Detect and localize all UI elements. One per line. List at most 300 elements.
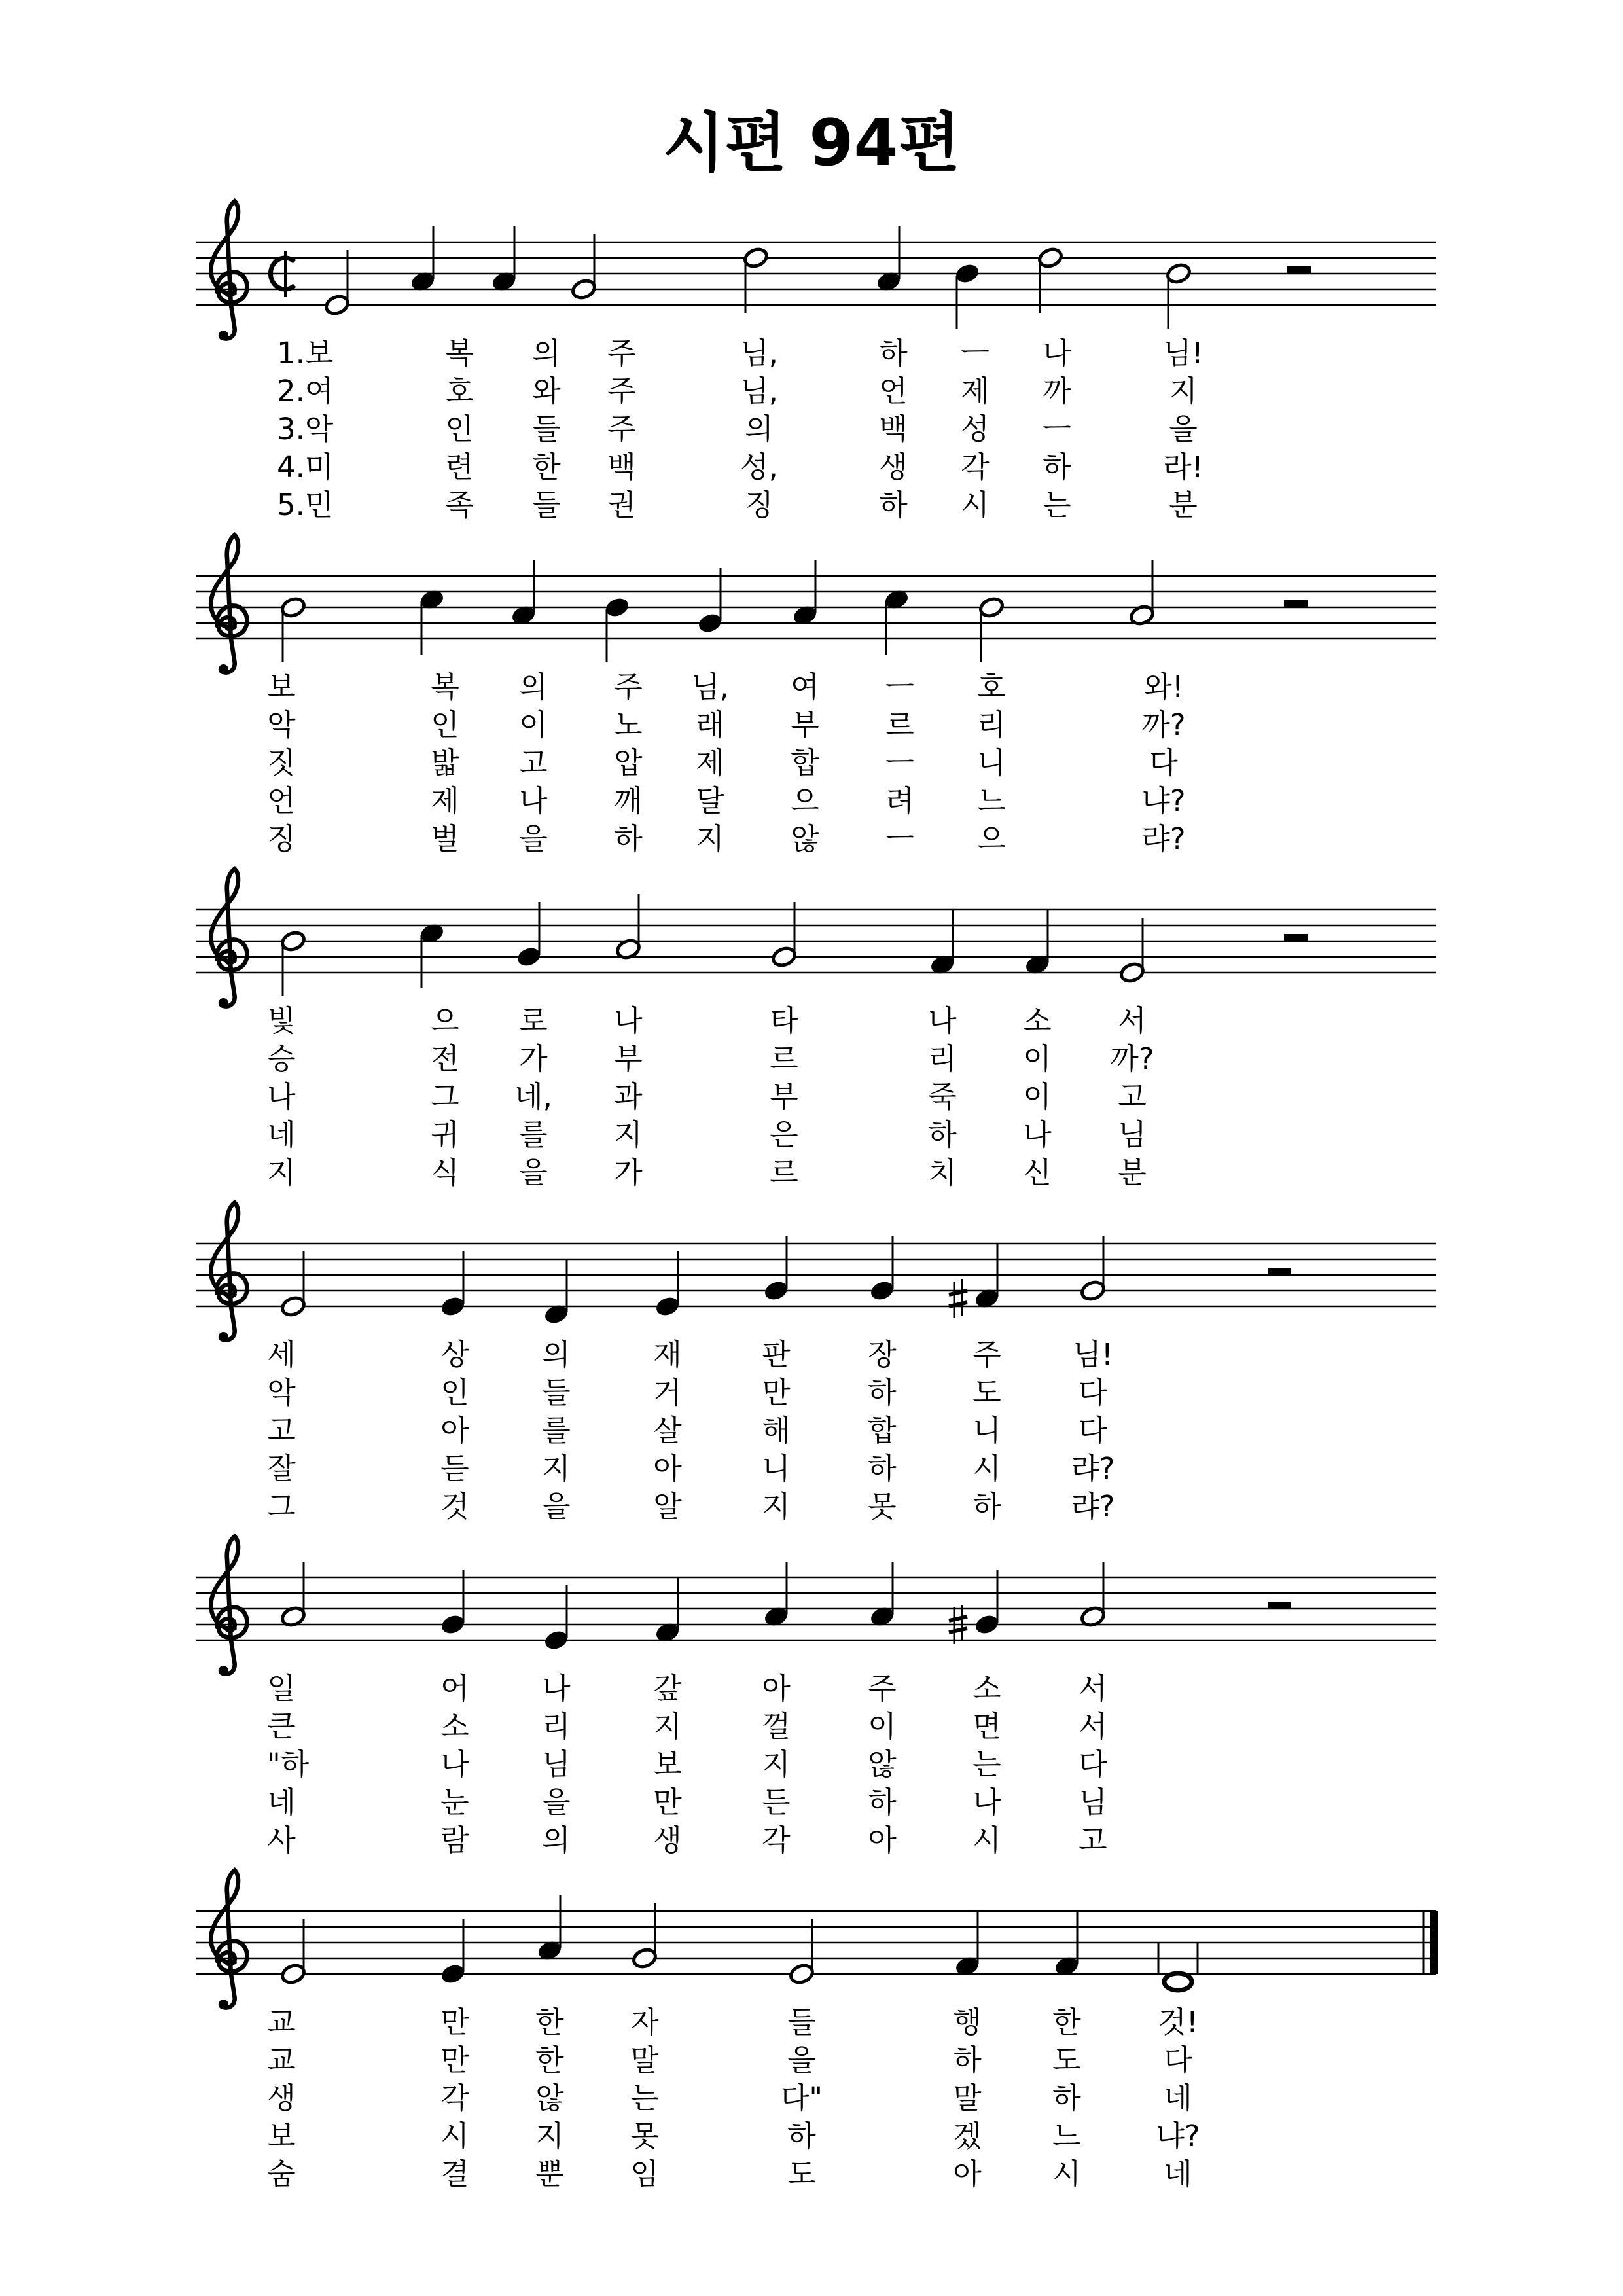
lyric-syllable: 4.미 [277,450,334,484]
lyric-syllable: 르 [770,1155,798,1190]
lyric-syllable: 주 [614,670,643,704]
lyric-syllable: 지 [696,821,724,856]
lyric-syllable: 성 [961,412,990,446]
lyric-syllable: 치 [928,1155,957,1190]
staff-system [0,1185,1623,1316]
lyric-syllable: 지 [653,1709,682,1744]
lyric-syllable: "하 [267,1747,310,1782]
quarter-note [974,1570,1001,1636]
lyric-syllable: 여 [791,670,819,704]
lyric-syllable: ㅡ [885,821,914,856]
lyric-syllable: 장 [868,1337,897,1372]
lyric-syllable: 님 [542,1747,571,1782]
lyric-syllable: 련 [445,450,474,484]
lyric-syllable: 만 [440,2043,469,2077]
lyric-syllable: 일 [267,1671,296,1706]
lyric-syllable: 그 [267,1489,296,1524]
lyric-syllable: 는 [630,2081,659,2115]
lyric-syllable: 전 [431,1041,459,1076]
lyric-syllable: 악 [267,708,296,742]
lyric-syllable: 는 [1043,488,1071,522]
lyric-syllable: 하 [787,2119,816,2153]
lyric-syllable: 5.민 [277,488,334,522]
quarter-note [763,1562,790,1628]
lyric-syllable: 시 [440,2119,469,2153]
lyric-syllable: 네 [1164,2081,1192,2115]
half-note [771,902,798,968]
lyric-syllable: 않 [535,2081,564,2115]
lyric-syllable: 하 [879,336,908,370]
lyric-syllable: 각 [440,2081,469,2115]
quarter-note [869,1236,896,1302]
lyric-syllable: 교 [267,2005,296,2039]
lyric-syllable: 님 [1079,1785,1107,1820]
lyric-syllable: 살 [653,1413,682,1448]
lyric-syllable: 제 [431,783,459,818]
lyric-syllable: 느 [1052,2119,1081,2153]
lyric-syllable: 들 [532,488,561,522]
lyric-syllable: 랴? [1071,1451,1115,1486]
lyric-syllable: 보 [267,2119,296,2153]
lyric-syllable: ㅡ [1043,412,1071,446]
lyric-syllable: 듣 [440,1451,469,1486]
lyric-syllable: 시 [961,488,990,522]
quarter-note [419,922,446,988]
lyric-syllable: 호 [977,670,1006,704]
lyric-syllable: 짓 [267,745,296,780]
lyric-syllable: 까? [1110,1041,1154,1076]
quarter-note [491,226,518,293]
lyric-syllable: 가 [519,1041,548,1076]
lyric-syllable: 지 [267,1155,296,1190]
lyric-syllable: 언 [879,374,908,408]
lyric-syllable: 르 [885,708,914,742]
lyric-syllable: 만 [653,1785,682,1820]
lyric-syllable: 으 [431,1003,459,1038]
lyric-syllable: 아 [953,2157,982,2191]
lyric-syllable: 리 [928,1041,957,1076]
lyric-syllable: 각 [961,450,990,484]
lyrics-block [0,669,1623,865]
half-note [571,234,597,300]
lyric-syllable: 못 [868,1489,897,1524]
lyric-syllable: 냐? [1156,2119,1200,2153]
half-note [1080,1562,1107,1628]
lyric-syllable: 님! [1163,336,1204,370]
lyric-syllable: 랴? [1071,1489,1115,1524]
treble-clef-icon [211,201,247,340]
lyric-syllable: 인 [445,412,474,446]
lyric-syllable: 든 [762,1785,791,1820]
half-note [978,596,1005,662]
lyric-syllable: 소 [1023,1003,1052,1038]
lyric-syllable: 이 [519,708,548,742]
lyric-syllable: 려 [885,783,914,818]
lyric-syllable: 생 [653,1823,682,1857]
lyric-syllable: 아 [868,1823,897,1857]
quarter-note [440,1570,467,1636]
lyric-syllable: 달 [696,783,724,818]
lyric-syllable: 상 [440,1337,469,1372]
lyric-syllable: 분 [1169,488,1198,522]
quarter-note [543,1259,570,1325]
half-note [280,1251,307,1318]
quarter-note [543,1585,570,1651]
lyric-syllable: 호 [445,374,474,408]
lyric-syllable: 지 [762,1489,791,1524]
lyric-syllable: 백 [607,450,636,484]
lyric-syllable: 제 [696,745,724,780]
staff-system [0,183,1623,314]
lyric-syllable: 시 [972,1451,1001,1486]
lyric-syllable: 네 [267,1117,296,1152]
lyric-syllable: 이 [868,1709,897,1744]
half-note [743,247,770,313]
lyric-syllable: 부 [791,708,819,742]
lyric-syllable: 큰 [267,1709,296,1744]
lyric-syllable: 신 [1023,1155,1052,1190]
lyric-syllable: 주 [607,336,636,370]
treble-clef-icon [211,535,247,674]
lyric-syllable: 는 [972,1747,1001,1782]
lyric-syllable: 겠 [953,2119,982,2153]
lyric-syllable: 임 [630,2157,659,2191]
treble-clef-icon [211,1202,247,1342]
lyric-syllable: 백 [879,412,908,446]
lyric-syllable: 들 [532,412,561,446]
lyric-syllable: 나 [928,1003,957,1038]
lyric-syllable: 하 [614,821,643,856]
lyric-syllable: 느 [977,783,1006,818]
lyric-syllable: 하 [953,2043,982,2077]
half-note [1166,262,1192,329]
lyric-syllable: 말 [630,2043,659,2077]
lyric-syllable: 리 [977,708,1006,742]
lyric-syllable: 의 [542,1337,571,1372]
lyric-syllable: 나 [267,1079,296,1114]
lyric-syllable: 하 [928,1117,957,1152]
half-note [1119,918,1146,984]
staff-system [0,851,1623,982]
lyric-syllable: 와 [532,374,561,408]
lyric-syllable: 이 [1023,1041,1052,1076]
lyric-syllable: 잘 [267,1451,296,1486]
lyric-syllable: 타 [770,1003,798,1038]
lyric-syllable: 족 [445,488,474,522]
half-note [1037,247,1064,313]
lyric-syllable: 니 [972,1413,1001,1448]
lyric-syllable: 니 [762,1451,791,1486]
lyric-syllable: 래 [696,708,724,742]
lyric-syllable: 말 [953,2081,982,2115]
half-note [1080,1236,1107,1302]
lyric-syllable: 다 [1149,745,1178,780]
lyric-syllable: 서 [1079,1671,1107,1706]
lyric-syllable: 네 [267,1785,296,1820]
lyric-syllable: 것! [1158,2005,1198,2039]
lyric-syllable: 로 [519,1003,548,1038]
lyric-syllable: 의 [542,1823,571,1857]
half-note [324,250,351,316]
lyric-syllable: 님! [1073,1337,1113,1372]
half-note [632,1903,658,1969]
lyric-syllable: 알 [653,1489,682,1524]
half-note [280,1562,307,1628]
lyric-syllable: 도 [1052,2043,1081,2077]
lyrics-block [0,1670,1623,1867]
lyric-syllable: 를 [542,1413,571,1448]
lyric-syllable: 다 [1164,2043,1192,2077]
lyric-syllable: 보 [267,670,296,704]
lyric-syllable: 자 [630,2005,659,2039]
lyric-syllable: 니 [977,745,1006,780]
lyric-syllable: 다" [780,2081,823,2115]
lyric-syllable: 귀 [431,1117,459,1152]
quarter-note [440,1251,467,1318]
lyric-syllable: 못 [630,2119,659,2153]
half-note [1129,560,1156,626]
lyric-syllable: 들 [542,1375,571,1410]
lyric-syllable: 을 [787,2043,816,2077]
quarter-note [440,1919,467,1985]
lyric-syllable: 벌 [431,821,459,856]
sharp-icon [949,1279,967,1318]
lyric-syllable: 한 [1052,2005,1081,2039]
lyric-syllable: 나 [1043,336,1071,370]
lyric-syllable: 나 [972,1785,1001,1820]
lyric-syllable: ㅡ [961,336,990,370]
lyric-syllable: 으 [977,821,1006,856]
half-rest-icon [1268,1268,1291,1275]
lyric-syllable: 리 [542,1709,571,1744]
lyric-syllable: 않 [791,821,819,856]
lyric-syllable: 랴? [1141,821,1186,856]
lyric-syllable: 생 [879,450,908,484]
lyric-syllable: 아 [653,1451,682,1486]
lyric-syllable: 사 [267,1823,296,1857]
half-note [789,1919,815,1985]
lyric-syllable: 해 [762,1413,791,1448]
lyric-syllable: 을 [519,1155,548,1190]
lyric-syllable: 서 [1118,1003,1147,1038]
lyric-syllable: 한 [532,450,561,484]
lyric-syllable: 은 [770,1117,798,1152]
lyric-syllable: 지 [535,2119,564,2153]
lyric-syllable: 도 [972,1375,1001,1410]
lyrics-block [0,335,1623,531]
treble-clef-icon [211,1536,247,1676]
lyric-syllable: 가 [614,1155,643,1190]
lyric-syllable: 2.여 [277,374,334,408]
lyric-syllable: 빛 [267,1003,296,1038]
lyric-syllable: 지 [762,1747,791,1782]
lyric-syllable: 하 [868,1451,897,1486]
lyric-syllable: 고 [519,745,548,780]
lyric-syllable: ㅡ [885,670,914,704]
treble-clef-icon [211,869,247,1008]
lyric-syllable: 악 [267,1375,296,1410]
lyric-syllable: 합 [791,745,819,780]
lyric-syllable: 서 [1079,1709,1107,1744]
lyric-syllable: 시 [1052,2157,1081,2191]
lyric-syllable: 언 [267,783,296,818]
lyric-syllable: 을 [542,1785,571,1820]
lyric-syllable: 네, [514,1079,552,1114]
lyric-syllable: 다 [1079,1747,1107,1782]
staff-system [0,517,1623,648]
lyric-syllable: 재 [653,1337,682,1372]
lyric-syllable: 인 [440,1375,469,1410]
lyric-syllable: 복 [445,336,474,370]
lyric-syllable: 식 [431,1155,459,1190]
lyric-syllable: 님 [1118,1117,1147,1152]
lyric-syllable: 주 [868,1671,897,1706]
lyric-syllable: 이 [1023,1079,1052,1114]
lyric-syllable: 하 [868,1375,897,1410]
lyric-syllable: 밟 [431,745,459,780]
lyric-syllable: 하 [1052,2081,1081,2115]
lyric-syllable: 까? [1141,708,1186,742]
half-note [280,930,307,996]
lyric-syllable: 나 [440,1747,469,1782]
lyric-syllable: 면 [972,1709,1001,1744]
half-note [615,894,642,960]
lyric-syllable: 네 [1164,2157,1192,2191]
lyric-syllable: 과 [614,1079,643,1114]
lyric-syllable: 다 [1079,1375,1107,1410]
quarter-note [763,1236,790,1302]
quarter-note [654,1251,681,1318]
lyric-syllable: 만 [440,2005,469,2039]
lyric-syllable: 르 [770,1041,798,1076]
quarter-note [537,1895,563,1962]
quarter-note [974,1244,1001,1310]
lyric-syllable: 지 [614,1117,643,1152]
lyrics-block [0,1336,1623,1533]
lyric-syllable: 3.악 [277,412,334,446]
lyric-syllable: 생 [267,2081,296,2115]
lyrics-block [0,2004,1623,2200]
lyric-syllable: 하 [972,1489,1001,1524]
quarter-note [1054,1911,1080,1977]
lyric-syllable: 껄 [762,1709,791,1744]
lyric-syllable: 고 [267,1413,296,1448]
lyric-syllable: 지 [542,1451,571,1486]
lyric-syllable: 합 [868,1413,897,1448]
lyric-syllable: 부 [614,1041,643,1076]
lyric-syllable: 거 [653,1375,682,1410]
quarter-note [954,262,981,329]
lyric-syllable: 숨 [267,2157,296,2191]
lyric-syllable: 한 [535,2043,564,2077]
quarter-note [869,1562,896,1628]
half-rest-icon [1287,266,1311,274]
lyrics-block [0,1003,1623,1199]
lyric-syllable: 노 [614,708,643,742]
lyric-syllable: 주 [607,374,636,408]
lyric-syllable: 갚 [653,1671,682,1706]
quarter-note [929,910,956,976]
lyric-syllable: 의 [532,336,561,370]
lyric-syllable: 인 [431,708,459,742]
lyric-syllable: 와! [1143,670,1184,704]
quarter-note [954,1911,981,1977]
lyric-syllable: 성, [740,450,778,484]
lyric-syllable: 권 [607,488,636,522]
lyric-syllable: 행 [953,2005,982,2039]
lyric-syllable: 죽 [928,1079,957,1114]
quarter-note [604,596,631,662]
lyric-syllable: 그 [431,1079,459,1114]
lyric-syllable: 냐? [1141,783,1186,818]
lyric-syllable: 나 [519,783,548,818]
quarter-note [410,226,437,293]
lyric-syllable: 으 [791,783,819,818]
half-note [280,596,307,662]
quarter-note [654,1577,681,1643]
half-note [280,1919,307,1985]
lyric-syllable: 시 [972,1823,1001,1857]
lyric-syllable: 소 [440,1709,469,1744]
lyric-syllable: 라! [1163,450,1204,484]
lyric-syllable: 고 [1079,1823,1107,1857]
lyric-syllable: 주 [972,1337,1001,1372]
lyric-syllable: 님, [691,670,729,704]
staff-system [0,1852,1623,1983]
lyric-syllable: 교 [267,2043,296,2077]
lyric-syllable: 하 [879,488,908,522]
quarter-note [1024,910,1051,976]
page-title: 시편 94편 [662,106,961,181]
half-rest-icon [1284,934,1308,941]
lyric-syllable: 복 [431,670,459,704]
quarter-note [510,560,537,626]
quarter-note [883,588,910,655]
lyric-syllable: 부 [770,1079,798,1114]
lyric-syllable: 를 [519,1117,548,1152]
half-rest-icon [1284,600,1308,607]
treble-clef-icon [211,1870,247,2009]
final-barline [1430,1911,1438,1974]
lyric-syllable: 의 [519,670,548,704]
lyric-syllable: 것 [440,1489,469,1524]
lyric-syllable: 주 [607,412,636,446]
lyric-syllable: 아 [762,1671,791,1706]
lyric-syllable: 하 [868,1785,897,1820]
lyric-syllable: 람 [440,1823,469,1857]
lyric-syllable: 세 [267,1337,296,1372]
lyric-syllable: 승 [267,1041,296,1076]
lyric-syllable: 않 [868,1747,897,1782]
lyric-syllable: 징 [745,488,774,522]
lyric-syllable: 소 [972,1671,1001,1706]
lyric-syllable: 각 [762,1823,791,1857]
lyric-syllable: 어 [440,1671,469,1706]
lyric-syllable: 다 [1079,1413,1107,1448]
lyric-syllable: 까 [1043,374,1071,408]
lyric-syllable: 뿐 [535,2157,564,2191]
lyric-syllable: 을 [542,1489,571,1524]
lyric-syllable: 나 [542,1671,571,1706]
lyric-syllable: 님, [740,374,778,408]
lyric-syllable: 징 [267,821,296,856]
lyric-syllable: 제 [961,374,990,408]
lyric-syllable: 나 [1023,1117,1052,1152]
lyric-syllable: 만 [762,1375,791,1410]
lyric-syllable: 을 [1169,412,1198,446]
lyric-syllable: 나 [614,1003,643,1038]
lyric-syllable: 님, [740,336,778,370]
